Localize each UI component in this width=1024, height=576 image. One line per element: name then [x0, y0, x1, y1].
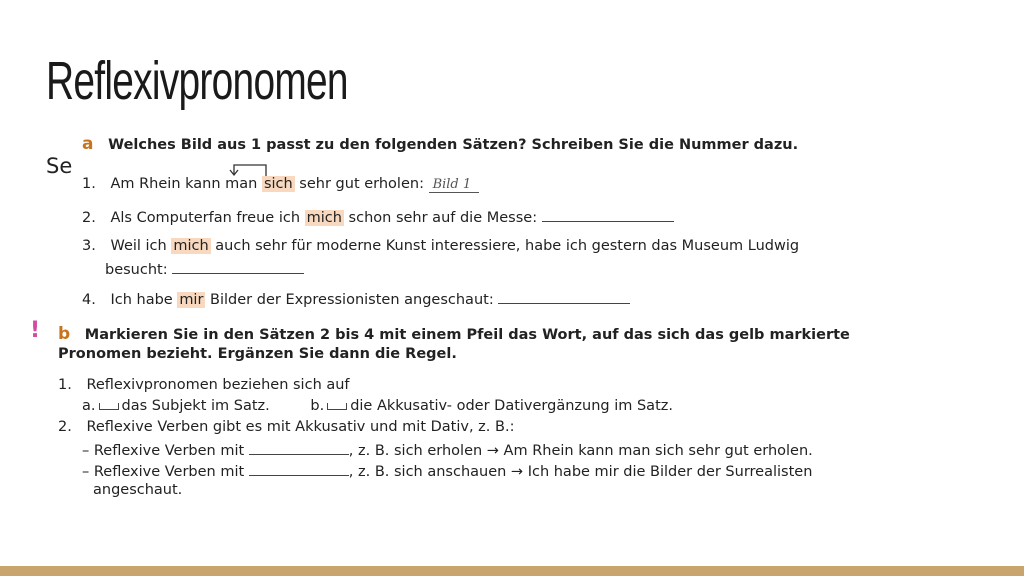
answer-blank[interactable]	[498, 289, 630, 304]
rule-1-options: a. das Subjekt im Satz. b. die Akkusativ- oder Dativergänzung im Satz.	[82, 398, 673, 414]
highlight-pronoun: mich	[173, 238, 209, 254]
rule-2-line-1: – Reflexive Verben mit , z. B. sich erholen → Am Rhein kann man sich sehr gut erholen.	[82, 440, 813, 459]
rule-2: 2. Reflexive Verben gibt es mit Akkusativ und mit Dativ, z. B.:	[58, 419, 515, 435]
exercise-b-instruction: b Markieren Sie in den Sätzen 2 bis 4 mit einem Pfeil das Wort, auf das sich das gelb markierte	[58, 324, 850, 344]
answer-blank[interactable]	[542, 207, 674, 222]
highlight-pronoun: mich	[306, 210, 342, 226]
rule-1: 1. Reflexivpronomen beziehen sich auf	[58, 377, 350, 393]
exercise-a-item-4: 4. Ich habe mir Bilder der Expressionisten angeschaut:	[82, 289, 630, 308]
slide-subtitle-partial: Se	[46, 154, 73, 178]
highlight-pronoun: sich	[263, 176, 293, 192]
rule-2-line-3: angeschaut.	[93, 482, 183, 498]
handwritten-answer: Bild 1	[429, 177, 480, 193]
answer-blank[interactable]	[249, 461, 349, 476]
answer-blank[interactable]	[172, 259, 304, 274]
exercise-letter-b: b	[58, 324, 71, 344]
exercise-a-item-1: 1. Am Rhein kann man sich sehr gut erholen: Bild 1	[82, 176, 479, 192]
slide-title: Reflexivpronomen	[46, 51, 348, 111]
answer-blank[interactable]	[249, 440, 349, 455]
exclamation-icon: !	[30, 318, 41, 343]
highlight-pronoun: mir	[179, 292, 204, 308]
rule-2-line-2: – Reflexive Verben mit , z. B. sich anschauen → Ich habe mir die Bilder der Surrealisten	[82, 461, 812, 480]
exercise-letter-a: a	[82, 134, 94, 154]
reference-arrow-icon	[228, 163, 268, 177]
footer-bar	[0, 566, 1024, 576]
exercise-b-instruction-line2: Pronomen bezieht. Ergänzen Sie dann die Regel.	[58, 346, 457, 362]
exercise-a-item-3-line2: besucht:	[105, 259, 304, 278]
checkbox-a[interactable]	[99, 403, 119, 410]
exercise-a-instruction: a Welches Bild aus 1 passt zu den folgenden Sätzen? Schreiben Sie die Nummer dazu.	[82, 134, 799, 154]
exercise-a-item-3: 3. Weil ich mich auch sehr für moderne Kunst interessiere, habe ich gestern das Museum Ludwig	[82, 238, 800, 254]
exercise-a-item-2: 2. Als Computerfan freue ich mich schon sehr auf die Messe:	[82, 207, 674, 226]
checkbox-b[interactable]	[327, 403, 347, 410]
